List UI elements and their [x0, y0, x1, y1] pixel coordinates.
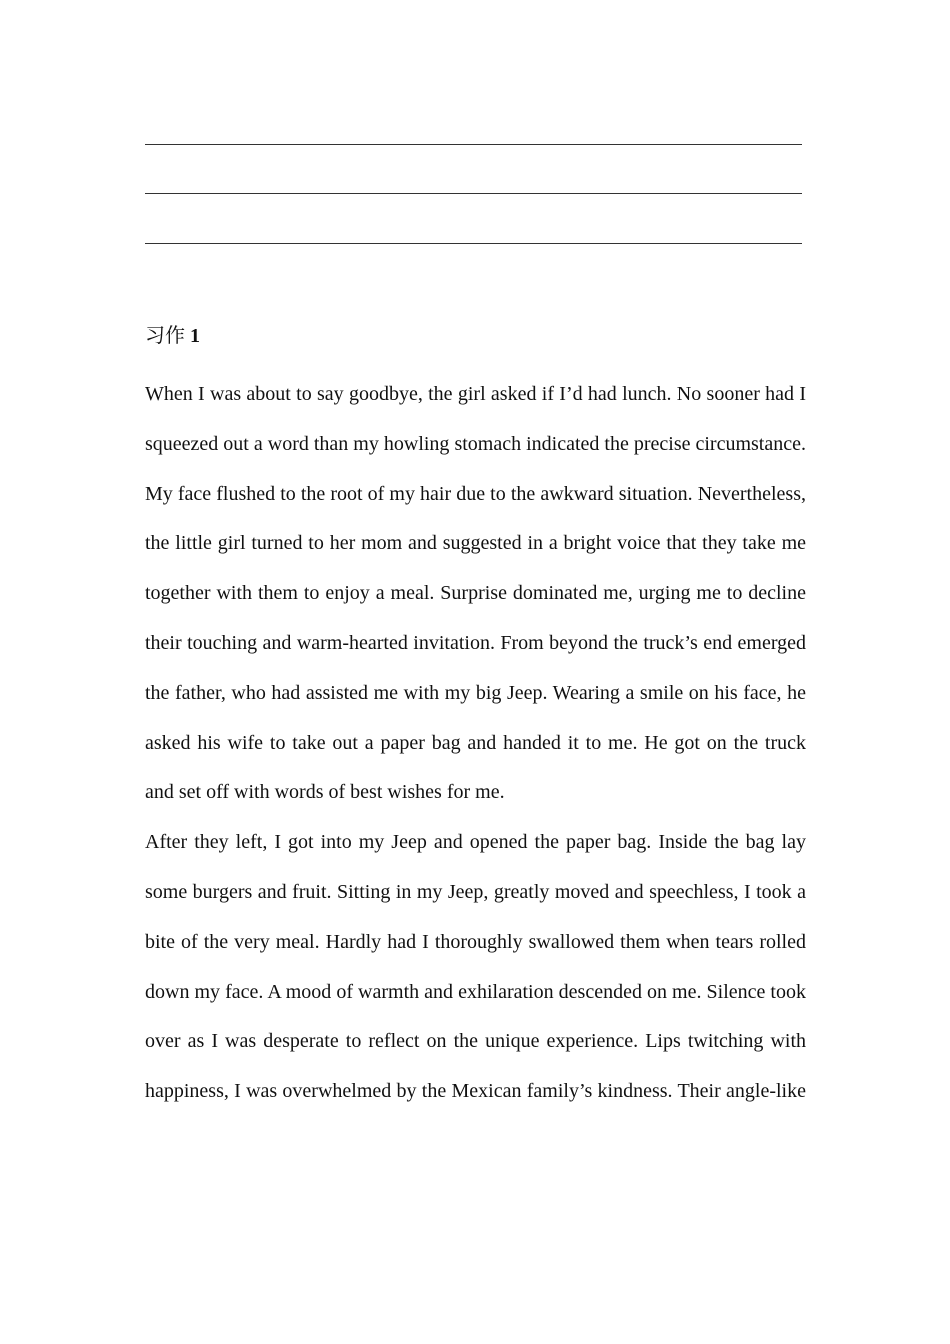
essay-number: 1 — [190, 325, 200, 347]
essay-paragraph-1: When I was about to say goodbye, the girl asked if I’d had lunch. No sooner had I squeezed out a word than my howling stomach indicated the precise circumstance. My face flushed to the root of my hair due to the awkward situation. Nevertheless, the little girl turned to her mom and suggested in a bright voice that they take me together with them to enjoy a meal. Surprise dominated me, urging me to decline their touching and warm-hearted invitation. From beyond the truck’s end emerged the father, who had assisted me with my big Jeep. Wearing a smile on his face, he asked his wife to take out a paper bag and handed it to me. He got on the truck and set off with words of best wishes for me. — [145, 383, 806, 804]
essay-heading — [145, 322, 200, 350]
essay-label: 习作 — [145, 325, 185, 347]
answer-line-2 — [145, 193, 802, 194]
answer-line-1 — [145, 144, 802, 145]
essay-paragraph-2: After they left, I got into my Jeep and opened the paper bag. Inside the bag lay some burgers and fruit. Sitting in my Jeep, greatly moved and speechless, I took a bite of the very meal. Hardly had I thoroughly swallowed them when tears rolled down my face. A mood of warmth and exhilaration descended on me. Silence took over as I was desperate to reflect on the unique experience. Lips twitching with happiness, I was overwhelmed by the Mexican family’s kindness. Their angle-like — [145, 831, 806, 1103]
essay-body — [145, 370, 806, 1117]
answer-line-3 — [145, 243, 802, 244]
